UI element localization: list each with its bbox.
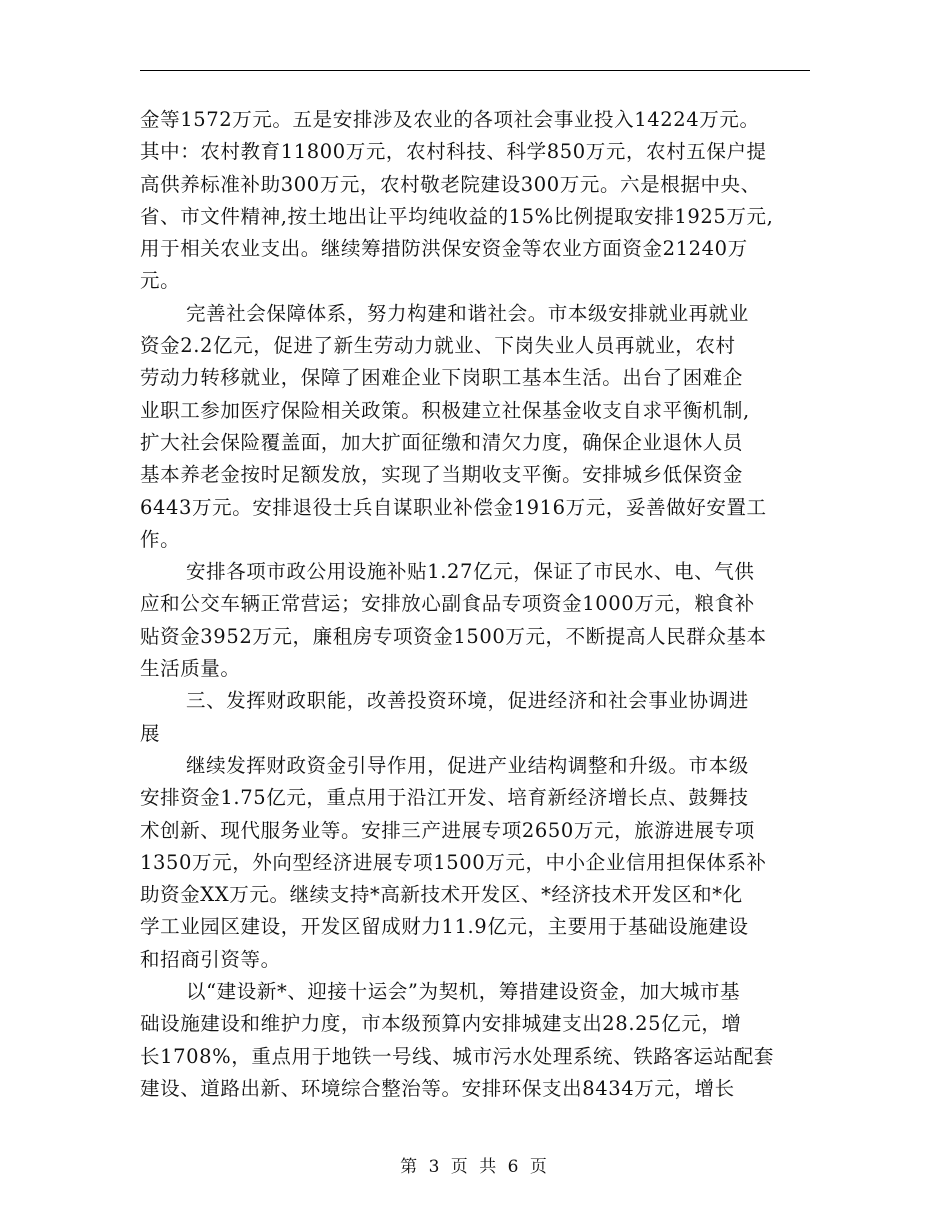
text-line: 资金2.2亿元，促进了新生劳动力就业、下岗失业人员再就业，农村 [140, 334, 736, 358]
text-line: 元。 [140, 269, 181, 293]
text-line: 高供养标准补助300万元，农村敬老院建设300万元。六是根据中央、 [140, 172, 761, 196]
text-line: 安排资金1.75亿元，重点用于沿江开发、培育新经济增长点、鼓舞技 [140, 786, 749, 810]
text-line: 贴资金3952万元，廉租房专项资金1500万元，不断提高人民群众基本 [140, 624, 767, 648]
text-line: 基本养老金按时足额发放，实现了当期收支平衡。安排城乡低保资金 [140, 463, 744, 487]
text-line: 金等1572万元。五是安排涉及农业的各项社会事业投入14224万元。 [140, 108, 760, 131]
text-line: 助资金XX万元。继续支持*高新技术开发区、*经济技术开发区和*化 [140, 883, 743, 907]
text-line: 其中：农村教育11800万元，农村科技、科学850万元，农村五保户提 [140, 140, 767, 164]
text-line: 展 [140, 721, 161, 745]
text-line: 业职工参加医疗保险相关政策。积极建立社保基金收支自求平衡机制, [140, 398, 750, 422]
text-line: 生活质量。 [140, 657, 241, 681]
text-line: 应和公交车辆正常营运；安排放心副食品专项资金1000万元，粮食补 [140, 592, 755, 616]
text-line: 以“建设新*、迎接十运会”为契机，筹措建设资金，加大城市基 [186, 980, 741, 1004]
page-footer: 第 3 页 共 6 页 [400, 1157, 550, 1177]
text-line: 安排各项市政公用设施补贴1.27亿元，保证了市民水、电、气供 [186, 560, 755, 584]
text-line: 础设施建设和维护力度，市本级预算内安排城建支出28.25亿元，增 [140, 1012, 742, 1036]
header-rule [140, 70, 810, 71]
text-line: 扩大社会保险覆盖面，加大扩面征缴和清欠力度，确保企业退休人员 [140, 430, 744, 454]
text-line: 省、市文件精神,按土地出让平均纯收益的15%比例提取安排1925万元, [140, 204, 774, 228]
text-line: 和招商引资等。 [140, 947, 281, 971]
text-line: 作。 [140, 527, 181, 551]
text-line: 6443万元。安排退役士兵自谋职业补偿金1916万元，妥善做好安置工 [140, 495, 767, 519]
text-line: 继续发挥财政资金引导作用，促进产业结构调整和升级。市本级 [186, 753, 749, 777]
text-line: 术创新、现代服务业等。安排三产进展专项2650万元，旅游进展专项 [140, 818, 755, 842]
text-line: 长1708%，重点用于地铁一号线、城市污水处理系统、铁路客运站配套 [140, 1044, 774, 1068]
text-line: 学工业园区建设，开发区留成财力11.9亿元，主要用于基础设施建设 [140, 915, 749, 939]
text-line: 用于相关农业支出。继续筹措防洪保安资金等农业方面资金21240万 [140, 237, 748, 261]
text-line: 建设、道路出新、环境综合整治等。安排环保支出8434万元，增长 [140, 1076, 735, 1100]
text-line: 完善社会保障体系，努力构建和谐社会。市本级安排就业再就业 [186, 301, 749, 325]
text-line: 劳动力转移就业，保障了困难企业下岗职工基本生活。出台了困难企 [140, 366, 744, 390]
text-line: 三、发挥财政职能，改善投资环境，促进经济和社会事业协调进 [186, 689, 749, 713]
body-text [140, 104, 815, 1105]
text-line: 1350万元，外向型经济进展专项1500万元，中小企业信用担保体系补 [140, 850, 767, 874]
